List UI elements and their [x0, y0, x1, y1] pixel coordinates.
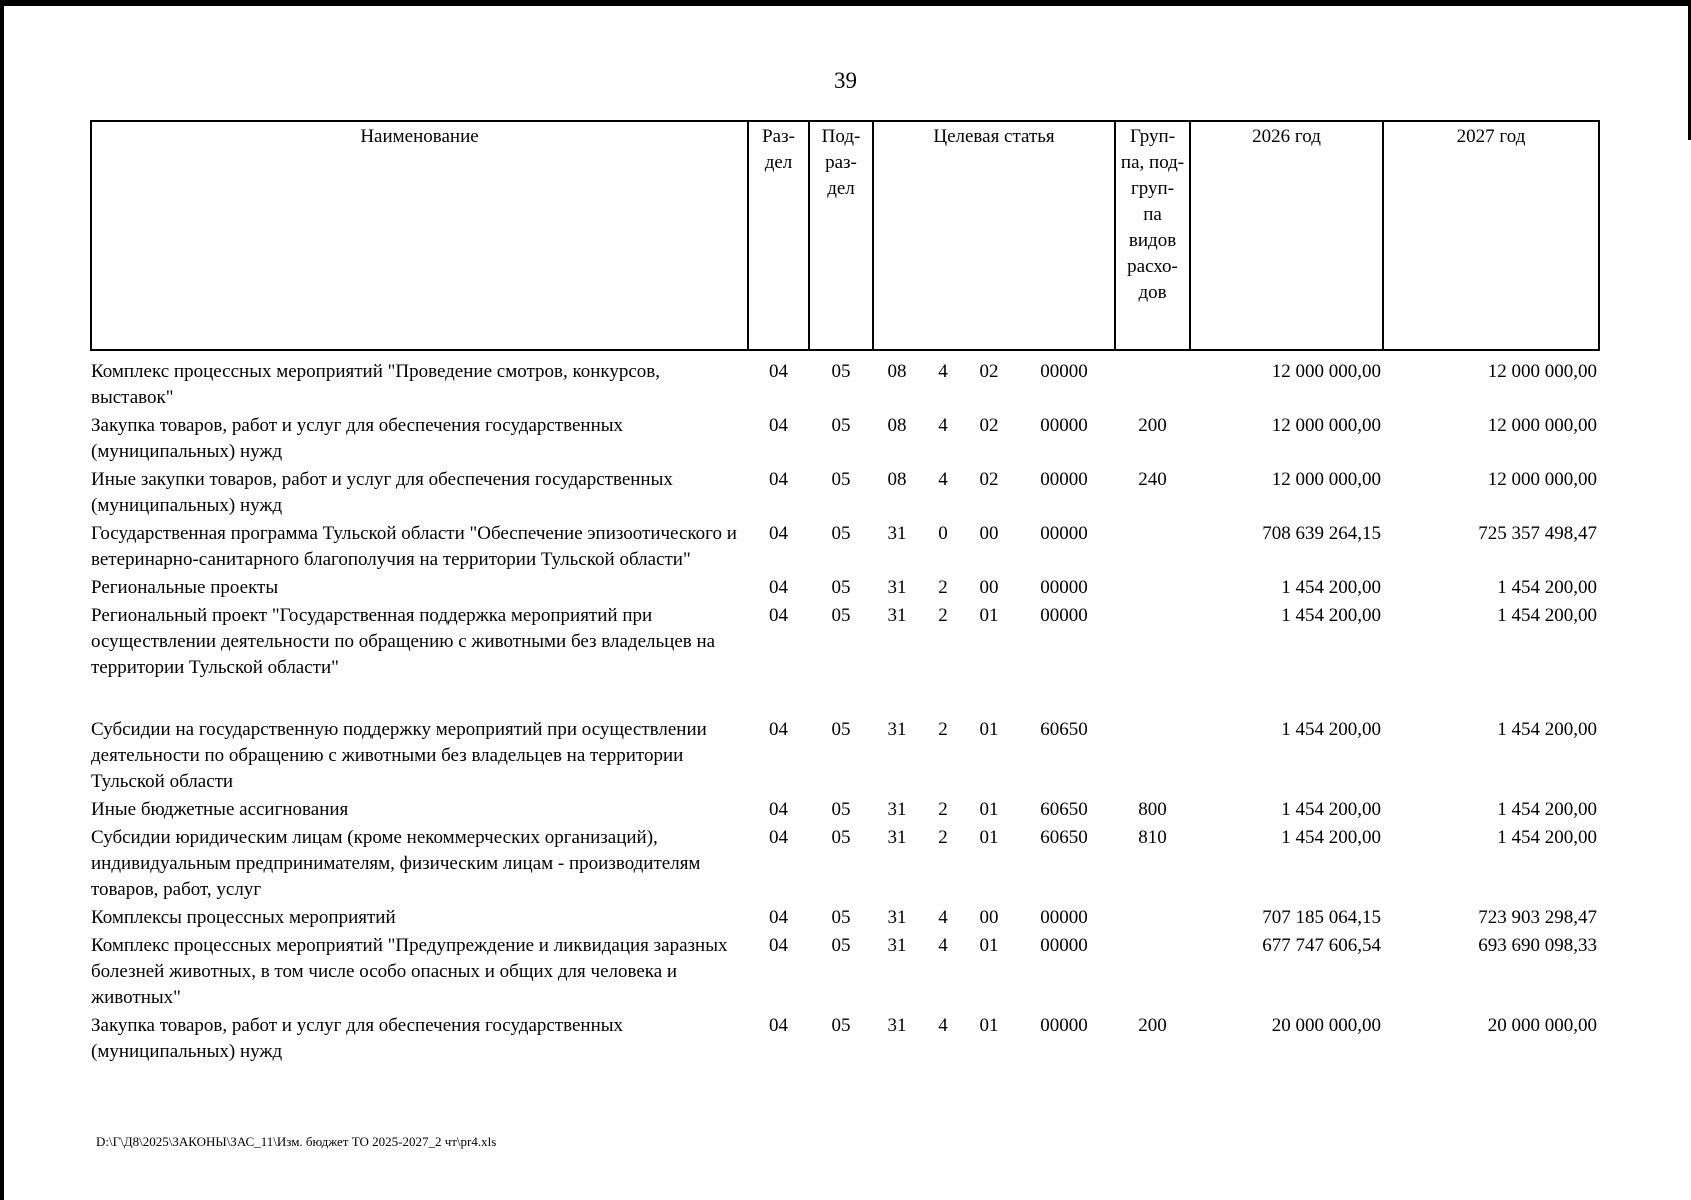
row-podrazdel: 05 [831, 415, 851, 436]
header-year-2026: 2026 год [1190, 121, 1383, 350]
row-razdel: 04 [769, 827, 788, 848]
row-expense-group [1115, 573, 1190, 601]
row-target-subprogram: 01 [979, 827, 999, 848]
row-target-subprogram: 01 [979, 1015, 999, 1036]
header-razdel: Раз- дел [748, 121, 809, 350]
budget-table [90, 120, 1600, 1065]
row-target-program: 31 [887, 719, 907, 740]
row-target-direction: 00000 [1040, 523, 1088, 544]
row-target-direction: 60650 [1040, 827, 1088, 848]
row-podrazdel: 05 [831, 605, 851, 626]
row-target-program: 31 [887, 523, 907, 544]
row-name: Субсидии на государственную поддержку мероприятий при осуществлении деятельности по обращению с животными без владельцев на территории Тульской области [91, 719, 707, 792]
row-target-subprogram: 00 [979, 523, 999, 544]
row-expense-group [1115, 931, 1190, 1011]
page-number: 39 [834, 68, 857, 93]
table-row [91, 573, 1599, 601]
row-amount-2026: 12 000 000,00 [1271, 415, 1382, 436]
row-podrazdel: 05 [831, 799, 851, 820]
row-razdel: 04 [769, 935, 788, 956]
row-target-type: 4 [938, 907, 948, 928]
row-target-direction: 60650 [1040, 719, 1088, 740]
row-target-type: 4 [938, 361, 948, 382]
row-name: Иные бюджетные ассигнования [91, 799, 349, 820]
row-name: Комплекс процессных мероприятий "Предупреждение и ликвидация заразных болезней животных, в том числе особо опасных и общих для человека и животных" [91, 935, 728, 1008]
row-name: Комплекс процессных мероприятий "Проведение смотров, конкурсов, выставок" [91, 361, 661, 408]
table-row [91, 823, 1599, 903]
row-name: Субсидии юридическим лицам (кроме некоммерческих организаций), индивидуальным предпринимателям, физическим лицам - производителям товаров, работ, услуг [91, 827, 701, 900]
row-amount-2026: 677 747 606,54 [1262, 935, 1382, 956]
row-target-program: 08 [887, 415, 907, 436]
table-row [91, 715, 1599, 795]
row-spacer [91, 681, 1599, 715]
row-target-type: 4 [938, 415, 948, 436]
row-target-program: 08 [887, 361, 907, 382]
row-target-program: 31 [887, 907, 907, 928]
row-podrazdel: 05 [831, 907, 851, 928]
row-amount-2027: 693 690 098,33 [1478, 935, 1598, 956]
row-razdel: 04 [769, 469, 788, 490]
row-amount-2026: 12 000 000,00 [1271, 361, 1382, 382]
row-target-direction: 00000 [1040, 415, 1088, 436]
table-row [91, 903, 1599, 931]
row-razdel: 04 [769, 523, 788, 544]
row-expense-group [1115, 903, 1190, 931]
row-target-subprogram: 00 [979, 907, 999, 928]
row-target-subprogram: 02 [979, 361, 999, 382]
row-target-direction: 00000 [1040, 605, 1088, 626]
row-expense-group: 810 [1138, 827, 1167, 848]
row-name: Закупка товаров, работ и услуг для обеспечения государственных (муниципальных) нужд [91, 415, 624, 462]
row-amount-2027: 1 454 200,00 [1497, 577, 1598, 598]
row-razdel: 04 [769, 605, 788, 626]
row-amount-2026: 12 000 000,00 [1271, 469, 1382, 490]
scan-border-top [0, 0, 1691, 6]
row-name: Региональный проект "Государственная поддержка мероприятий при осуществлении деятельности по обращению с животными без владельцев на территории Тульской области" [91, 605, 716, 678]
header-podrazdel: Под- раз- дел [809, 121, 873, 350]
row-amount-2026: 707 185 064,15 [1262, 907, 1382, 928]
row-spacer-cell [91, 681, 1599, 715]
row-target-program: 31 [887, 577, 907, 598]
row-target-subprogram: 01 [979, 605, 999, 626]
footer-file-path: D:\Г\Д8\2025\ЗАКОНЫ\ЗАС_11\Изм. бюджет ТО 2025-2027_2 чт\pr4.xls [96, 1134, 497, 1149]
row-target-subprogram: 00 [979, 577, 999, 598]
row-target-program: 31 [887, 935, 907, 956]
row-podrazdel: 05 [831, 469, 851, 490]
header-target-article: Целевая статья [873, 121, 1115, 350]
row-target-program: 08 [887, 469, 907, 490]
row-expense-group [1115, 715, 1190, 795]
table-row [91, 519, 1599, 573]
header-name: Наименование [91, 121, 748, 350]
row-name: Государственная программа Тульской области "Обеспечение эпизоотического и ветеринарно-санитарного благополучия на территории Тульской области" [91, 523, 737, 570]
row-target-direction: 00000 [1040, 469, 1088, 490]
row-target-subprogram: 01 [979, 719, 999, 740]
table-row [91, 1011, 1599, 1065]
row-target-subprogram: 02 [979, 415, 999, 436]
table-header-row [91, 121, 1599, 350]
row-amount-2027: 723 903 298,47 [1478, 907, 1598, 928]
row-podrazdel: 05 [831, 1015, 851, 1036]
row-amount-2027: 1 454 200,00 [1497, 827, 1598, 848]
row-amount-2027: 725 357 498,47 [1478, 523, 1598, 544]
row-target-program: 31 [887, 605, 907, 626]
row-amount-2027: 20 000 000,00 [1487, 1015, 1598, 1036]
row-expense-group: 200 [1138, 1015, 1167, 1036]
table-row [91, 357, 1599, 411]
row-target-direction: 00000 [1040, 577, 1088, 598]
row-expense-group [1115, 357, 1190, 411]
header-year-2027: 2027 год [1383, 121, 1599, 350]
row-target-type: 2 [938, 827, 948, 848]
row-target-type: 0 [938, 523, 948, 544]
row-target-type: 2 [938, 577, 948, 598]
row-amount-2027: 12 000 000,00 [1487, 469, 1598, 490]
header-expense-group: Груп- па, под- груп- па видов расхо- дов [1115, 121, 1190, 350]
row-expense-group [1115, 519, 1190, 573]
row-amount-2027: 1 454 200,00 [1497, 799, 1598, 820]
row-podrazdel: 05 [831, 523, 851, 544]
row-amount-2027: 1 454 200,00 [1497, 719, 1598, 740]
scan-border-left [0, 0, 4, 1200]
row-razdel: 04 [769, 719, 788, 740]
row-target-type: 2 [938, 719, 948, 740]
row-name: Комплексы процессных мероприятий [91, 907, 396, 928]
row-podrazdel: 05 [831, 577, 851, 598]
table-row [91, 795, 1599, 823]
row-podrazdel: 05 [831, 719, 851, 740]
row-razdel: 04 [769, 361, 788, 382]
row-name: Региональные проекты [91, 577, 279, 598]
row-expense-group: 240 [1138, 469, 1167, 490]
row-amount-2026: 708 639 264,15 [1262, 523, 1382, 544]
row-target-type: 4 [938, 469, 948, 490]
row-target-direction: 60650 [1040, 799, 1088, 820]
table-row [91, 465, 1599, 519]
row-podrazdel: 05 [831, 361, 851, 382]
row-target-type: 2 [938, 799, 948, 820]
row-target-subprogram: 01 [979, 935, 999, 956]
row-razdel: 04 [769, 415, 788, 436]
table-row [91, 411, 1599, 465]
row-target-type: 4 [938, 1015, 948, 1036]
row-amount-2026: 1 454 200,00 [1281, 827, 1382, 848]
row-target-direction: 00000 [1040, 1015, 1088, 1036]
row-target-program: 31 [887, 827, 907, 848]
row-target-type: 4 [938, 935, 948, 956]
row-razdel: 04 [769, 799, 788, 820]
row-amount-2026: 1 454 200,00 [1281, 799, 1382, 820]
row-amount-2026: 20 000 000,00 [1271, 1015, 1382, 1036]
row-target-direction: 00000 [1040, 361, 1088, 382]
row-target-program: 31 [887, 799, 907, 820]
row-podrazdel: 05 [831, 827, 851, 848]
table-body [91, 350, 1599, 1065]
row-target-type: 2 [938, 605, 948, 626]
row-target-direction: 00000 [1040, 935, 1088, 956]
row-target-subprogram: 01 [979, 799, 999, 820]
row-amount-2026: 1 454 200,00 [1281, 605, 1382, 626]
row-expense-group: 200 [1138, 415, 1167, 436]
row-target-subprogram: 02 [979, 469, 999, 490]
row-razdel: 04 [769, 907, 788, 928]
row-razdel: 04 [769, 577, 788, 598]
row-amount-2026: 1 454 200,00 [1281, 719, 1382, 740]
row-expense-group [1115, 601, 1190, 681]
row-amount-2027: 12 000 000,00 [1487, 361, 1598, 382]
row-podrazdel: 05 [831, 935, 851, 956]
table-row [91, 931, 1599, 1011]
row-target-direction: 00000 [1040, 907, 1088, 928]
table-row [91, 601, 1599, 681]
row-amount-2026: 1 454 200,00 [1281, 577, 1382, 598]
row-target-program: 31 [887, 1015, 907, 1036]
row-amount-2027: 1 454 200,00 [1497, 605, 1598, 626]
row-razdel: 04 [769, 1015, 788, 1036]
row-amount-2027: 12 000 000,00 [1487, 415, 1598, 436]
row-name: Закупка товаров, работ и услуг для обеспечения государственных (муниципальных) нужд [91, 1015, 624, 1062]
row-name: Иные закупки товаров, работ и услуг для обеспечения государственных (муниципальных) нужд [91, 469, 673, 516]
row-expense-group: 800 [1138, 799, 1167, 820]
